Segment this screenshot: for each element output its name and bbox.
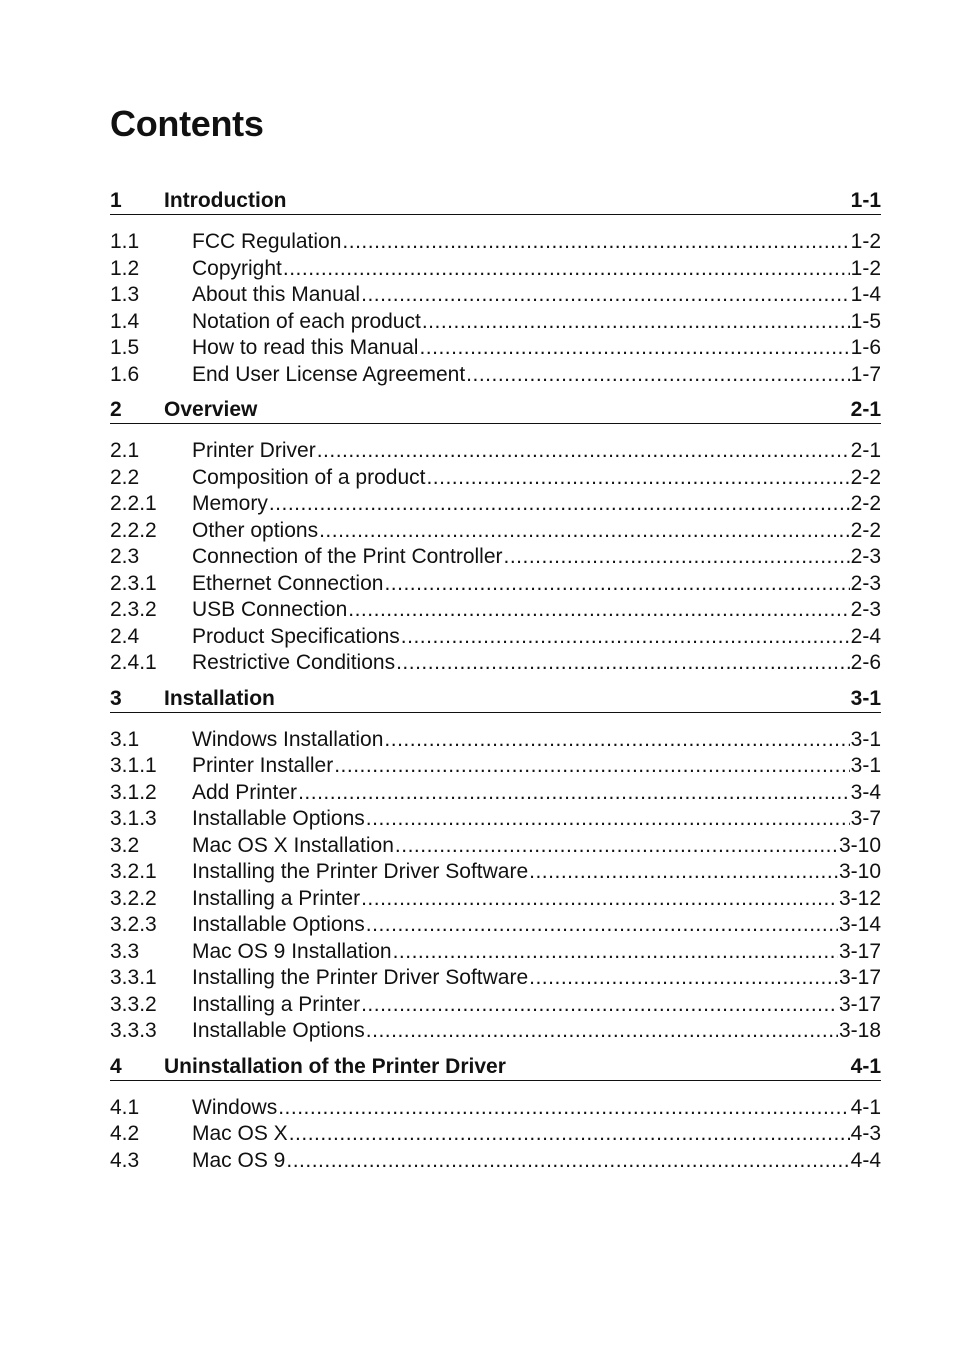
toc-entry[interactable] [110, 1018, 881, 1045]
toc-entry[interactable] [110, 912, 881, 939]
toc-entry[interactable] [110, 1148, 881, 1175]
section-number: 2.3.1 [110, 571, 157, 595]
section-title: End User License Agreement [192, 362, 466, 386]
dot-leader [361, 282, 850, 309]
section-number: 3.1 [110, 727, 140, 751]
section-number: 1.3 [110, 283, 140, 306]
section-page: 1-2 [850, 256, 881, 280]
toc-entry[interactable] [110, 256, 881, 283]
section-number: 3.2.3 [110, 913, 157, 936]
toc-entry[interactable] [110, 518, 881, 545]
toc-entry[interactable] [110, 438, 881, 465]
section-title: Windows Installation [192, 727, 384, 751]
dot-leader [278, 1095, 849, 1122]
toc-entry[interactable] [110, 571, 881, 598]
dot-leader [317, 438, 850, 465]
section-number: 2.3 [110, 545, 140, 568]
chapter-title: Installation [164, 686, 275, 710]
section-list [110, 229, 881, 388]
section-title: Installing a Printer [192, 992, 361, 1016]
toc-entry[interactable] [110, 992, 881, 1019]
section-page: 1-5 [850, 309, 881, 333]
toc-entry[interactable] [110, 362, 881, 389]
chapter-heading[interactable] [110, 188, 881, 215]
dot-leader [504, 544, 850, 571]
chapter-heading[interactable] [110, 397, 881, 424]
toc-entry[interactable] [110, 229, 881, 256]
dot-leader [384, 571, 849, 598]
section-page: 1-7 [850, 362, 881, 386]
section-title: Mac OS X [192, 1122, 288, 1145]
chapter-page: 3-1 [850, 686, 881, 710]
section-page: 3-10 [838, 860, 881, 883]
toc-entry[interactable] [110, 859, 881, 886]
toc-entry[interactable] [110, 544, 881, 571]
section-title: Printer Driver [192, 439, 316, 462]
dot-leader [348, 597, 849, 624]
dot-leader [384, 727, 849, 754]
section-number: 4.1 [110, 1095, 140, 1119]
section-page: 1-4 [850, 283, 881, 306]
toc-entry[interactable] [110, 806, 881, 833]
dot-leader [289, 1121, 850, 1148]
dot-leader [396, 650, 850, 677]
section-number: 2.3.2 [110, 598, 157, 621]
toc-entry[interactable] [110, 780, 881, 807]
toc-entry[interactable] [110, 753, 881, 780]
dot-leader [334, 753, 849, 780]
dot-leader [529, 859, 838, 886]
section-page: 3-7 [850, 807, 881, 830]
section-page: 4-1 [850, 1095, 881, 1119]
section-title: Installable Options [192, 807, 365, 830]
section-title: Connection of the Print Controller [192, 545, 503, 568]
section-title: Printer Installer [192, 754, 334, 777]
section-page: 2-3 [850, 598, 881, 621]
section-number: 2.4.1 [110, 651, 157, 674]
section-title: Memory [192, 492, 268, 515]
section-number: 2.2 [110, 465, 140, 489]
toc-entry[interactable] [110, 886, 881, 913]
section-number: 1.6 [110, 362, 140, 386]
dot-leader [419, 335, 849, 362]
section-title: Mac OS 9 [192, 1148, 286, 1172]
section-title: Copyright [192, 256, 282, 280]
dot-leader [395, 833, 838, 860]
toc-entry[interactable] [110, 727, 881, 754]
chapter-number: 4 [110, 1054, 122, 1078]
section-number: 2.2.2 [110, 518, 157, 542]
section-number: 1.5 [110, 336, 140, 359]
section-title: Composition of a product [192, 465, 426, 489]
section-number: 2.4 [110, 624, 140, 648]
dot-leader [529, 965, 838, 992]
toc-entry[interactable] [110, 624, 881, 651]
section-title: Installable Options [192, 1019, 365, 1042]
section-number: 3.3.1 [110, 966, 157, 989]
section-number: 4.2 [110, 1122, 140, 1145]
section-page: 2-2 [850, 492, 881, 515]
dot-leader [298, 780, 850, 807]
chapter-title: Overview [164, 398, 258, 421]
toc-entry[interactable] [110, 833, 881, 860]
section-page: 1-6 [850, 336, 881, 359]
section-number: 3.2.1 [110, 860, 157, 883]
section-page: 2-2 [850, 465, 881, 489]
chapter-heading-left [110, 686, 275, 712]
section-title: Mac OS X Installation [192, 833, 394, 857]
dot-leader [366, 912, 838, 939]
section-title: Installing the Printer Driver Software [192, 966, 529, 989]
section-title: Installing the Printer Driver Software [192, 860, 529, 883]
contents-page [110, 102, 881, 1183]
section-number: 1.2 [110, 256, 140, 280]
section-page: 1-2 [850, 230, 881, 253]
section-page: 3-4 [850, 780, 881, 804]
section-page: 3-10 [838, 833, 881, 857]
toc-entry[interactable] [110, 282, 881, 309]
section-number: 3.1.1 [110, 754, 157, 777]
section-page: 4-3 [850, 1122, 881, 1145]
section-page: 2-3 [850, 571, 881, 595]
dot-leader [319, 518, 850, 545]
toc-entry[interactable] [110, 1095, 881, 1122]
section-number: 2.2.1 [110, 492, 157, 515]
section-page: 3-17 [838, 966, 881, 989]
chapter-heading[interactable] [110, 686, 881, 713]
section-number: 1.1 [110, 230, 140, 253]
section-list [110, 727, 881, 1045]
dot-leader [342, 229, 849, 256]
dot-leader [283, 256, 850, 283]
page-title: Contents [110, 103, 264, 144]
toc-entry[interactable] [110, 939, 881, 966]
dot-leader [393, 939, 838, 966]
section-title: Windows [192, 1095, 278, 1119]
section-title: How to read this Manual [192, 336, 419, 359]
chapter-page: 4-1 [850, 1054, 881, 1078]
dot-leader [361, 992, 838, 1019]
section-page: 3-1 [850, 754, 881, 777]
dot-leader [286, 1148, 849, 1175]
dot-leader [466, 362, 849, 389]
chapter-heading-left [110, 1054, 506, 1080]
section-page: 2-4 [850, 624, 881, 648]
section-page: 2-2 [850, 518, 881, 542]
table-of-contents [110, 188, 881, 1174]
section-title: About this Manual [192, 283, 361, 306]
section-page: 3-17 [838, 992, 881, 1016]
dot-leader [422, 309, 850, 336]
section-title: Product Specifications [192, 624, 400, 648]
section-number: 3.3.3 [110, 1019, 157, 1042]
section-number: 3.1.3 [110, 807, 157, 830]
dot-leader [401, 624, 850, 651]
section-title: Installing a Printer [192, 886, 361, 910]
section-list [110, 438, 881, 677]
toc-entry[interactable] [110, 465, 881, 492]
section-title: Other options [192, 518, 319, 542]
section-page: 2-1 [850, 439, 881, 462]
section-page: 3-12 [838, 886, 881, 910]
toc-entry[interactable] [110, 491, 881, 518]
section-title: Ethernet Connection [192, 571, 384, 595]
chapter-number: 1 [110, 189, 122, 212]
toc-entry[interactable] [110, 335, 881, 362]
section-page: 4-4 [850, 1148, 881, 1172]
toc-entry[interactable] [110, 965, 881, 992]
toc-entry[interactable] [110, 309, 881, 336]
chapter-heading-left [110, 397, 257, 423]
dot-leader [366, 806, 850, 833]
section-title: USB Connection [192, 598, 348, 621]
section-page: 3-17 [838, 939, 881, 963]
section-title: Add Printer [192, 780, 298, 804]
section-title: Notation of each product [192, 309, 421, 333]
section-page: 3-18 [838, 1019, 881, 1042]
section-list [110, 1095, 881, 1175]
section-title: Mac OS 9 Installation [192, 939, 392, 963]
section-number: 2.1 [110, 439, 140, 462]
dot-leader [361, 886, 838, 913]
toc-entry[interactable] [110, 650, 881, 677]
section-number: 3.3 [110, 939, 140, 963]
section-page: 2-6 [850, 651, 881, 674]
dot-leader [269, 491, 850, 518]
section-number: 4.3 [110, 1148, 140, 1172]
section-title: FCC Regulation [192, 230, 342, 253]
section-number: 3.1.2 [110, 780, 157, 804]
toc-entry[interactable] [110, 597, 881, 624]
section-page: 3-1 [850, 727, 881, 751]
chapter-page: 2-1 [850, 398, 881, 421]
section-title: Installable Options [192, 913, 365, 936]
dot-leader [426, 465, 849, 492]
chapter-page: 1-1 [850, 189, 881, 212]
section-page: 3-14 [838, 913, 881, 936]
chapter-heading-left [110, 188, 286, 214]
chapter-number: 2 [110, 398, 122, 421]
section-number: 3.2.2 [110, 886, 157, 910]
section-number: 1.4 [110, 309, 140, 333]
section-number: 3.2 [110, 833, 140, 857]
section-title: Restrictive Conditions [192, 651, 396, 674]
toc-entry[interactable] [110, 1121, 881, 1148]
dot-leader [366, 1018, 838, 1045]
chapter-title: Introduction [164, 189, 287, 212]
section-page: 2-3 [850, 545, 881, 568]
chapter-title: Uninstallation of the Printer Driver [164, 1054, 506, 1078]
section-number: 3.3.2 [110, 992, 157, 1016]
chapter-heading[interactable] [110, 1054, 881, 1081]
chapter-number: 3 [110, 686, 122, 710]
